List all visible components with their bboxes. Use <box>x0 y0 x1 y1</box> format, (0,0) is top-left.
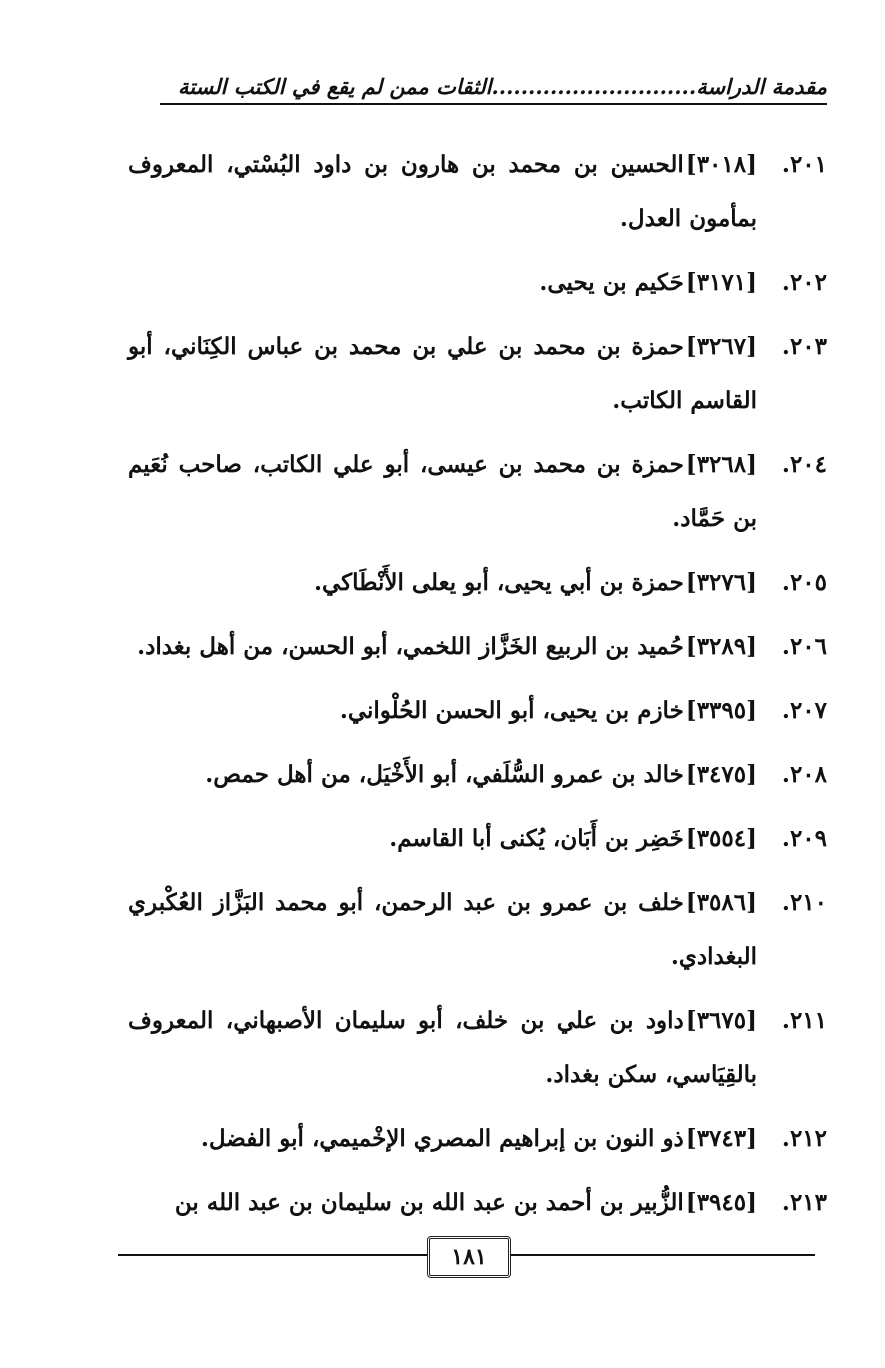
entry-reference: [٣٥٨٦] <box>685 889 757 916</box>
entry-text <box>128 320 757 428</box>
entry-number: ٢٠٦. <box>781 633 827 660</box>
list-item <box>128 620 827 674</box>
list-item <box>128 1176 827 1230</box>
entry-number: ٢٠١. <box>781 151 827 178</box>
entry-reference: [٣٢٦٧] <box>685 333 757 360</box>
entry-name: حمزة بن محمد بن علي بن محمد بن عباس الكِنَاني، أبو القاسم الكاتب. <box>128 333 757 414</box>
entry-reference: [٣٢٨٩] <box>685 633 757 660</box>
list-item <box>128 994 827 1102</box>
list-item <box>128 138 827 246</box>
entry-text <box>128 620 757 674</box>
list-item <box>128 556 827 610</box>
entry-reference: [٣١٧١] <box>685 269 757 296</box>
entry-name: حمزة بن أبي يحيى، أبو يعلى الأَنْطَاكي. <box>313 569 684 596</box>
header-dots: ............................ <box>491 74 697 99</box>
entry-reference: [٣٠١٨] <box>685 151 757 178</box>
entry-text <box>128 1176 757 1230</box>
entry-number: ٢١١. <box>781 1007 827 1034</box>
entry-name: حُميد بن الربيع الخَزَّاز اللخمي، أبو الحسن، من أهل بغداد. <box>137 633 684 660</box>
entry-name: داود بن علي بن خلف، أبو سليمان الأصبهاني، المعروف بالقِيَاسي، سكن بغداد. <box>128 1007 757 1088</box>
entry-reference: [٣٦٧٥] <box>685 1007 757 1034</box>
entry-list <box>128 138 827 1240</box>
entry-text <box>128 256 757 310</box>
entry-number: ٢٠٤. <box>781 451 827 478</box>
entry-number: ٢٠٧. <box>781 697 827 724</box>
page-footer <box>118 1232 815 1282</box>
entry-reference: [٣٥٥٤] <box>685 825 757 852</box>
entry-name: خالد بن عمرو السُّلَفي، أبو الأَخْيَل، من أهل حمص. <box>205 761 684 788</box>
entry-text <box>128 438 757 546</box>
list-item <box>128 256 827 310</box>
entry-name: حَكيم بن يحيى. <box>539 269 684 296</box>
entry-number: ٢١٣. <box>781 1189 827 1216</box>
page-number: ١٨١ <box>427 1236 511 1278</box>
entry-number: ٢٠٩. <box>781 825 827 852</box>
entry-name: ذو النون بن إبراهيم المصري الإخْميمي، أبو الفضل. <box>200 1125 684 1152</box>
entry-text <box>128 1112 757 1166</box>
list-item <box>128 1112 827 1166</box>
entry-text <box>128 556 757 610</box>
list-item <box>128 876 827 984</box>
entry-reference: [٣٩٤٥] <box>685 1189 757 1216</box>
entry-name: الزُّبير بن أحمد بن عبد الله بن سليمان بن عبد الله بن <box>174 1189 684 1216</box>
list-item <box>128 438 827 546</box>
header-book-title: الثقات ممن لم يقع في الكتب الستة <box>177 74 492 99</box>
entry-reference: [٣٢٧٦] <box>685 569 757 596</box>
entry-text <box>128 138 757 246</box>
entry-reference: [٣٤٧٥] <box>685 761 757 788</box>
entry-text <box>128 812 757 866</box>
entry-number: ٢٠٢. <box>781 269 827 296</box>
entry-name: حمزة بن محمد بن عيسى، أبو علي الكاتب، صاحب نُعَيم بن حَمَّاد. <box>128 451 757 532</box>
entry-name: خلف بن عمرو بن عبد الرحمن، أبو محمد البَزَّاز العُكْبري البغدادي. <box>128 889 757 970</box>
entry-number: ٢٠٨. <box>781 761 827 788</box>
entry-name: خَضِر بن أَبَان، يُكنى أبا القاسم. <box>389 825 684 852</box>
running-header <box>160 74 827 105</box>
entry-name: الحسين بن محمد بن هارون بن داود البُسْتي، المعروف بمأمون العدل. <box>128 151 757 232</box>
list-item <box>128 812 827 866</box>
entry-text <box>128 684 757 738</box>
entry-reference: [٣٢٦٨] <box>685 451 757 478</box>
entry-text <box>128 876 757 984</box>
entry-number: ٢٠٣. <box>781 333 827 360</box>
entry-number: ٢١٢. <box>781 1125 827 1152</box>
entry-reference: [٣٧٤٣] <box>685 1125 757 1152</box>
list-item <box>128 684 827 738</box>
header-section-title: مقدمة الدراسة <box>696 74 827 99</box>
entry-text <box>128 994 757 1102</box>
list-item <box>128 748 827 802</box>
entry-number: ٢١٠. <box>781 889 827 916</box>
entry-name: خازم بن يحيى، أبو الحسن الحُلْواني. <box>339 697 684 724</box>
list-item <box>128 320 827 428</box>
entry-number: ٢٠٥. <box>781 569 827 596</box>
entry-reference: [٣٣٩٥] <box>685 697 757 724</box>
entry-text <box>128 748 757 802</box>
